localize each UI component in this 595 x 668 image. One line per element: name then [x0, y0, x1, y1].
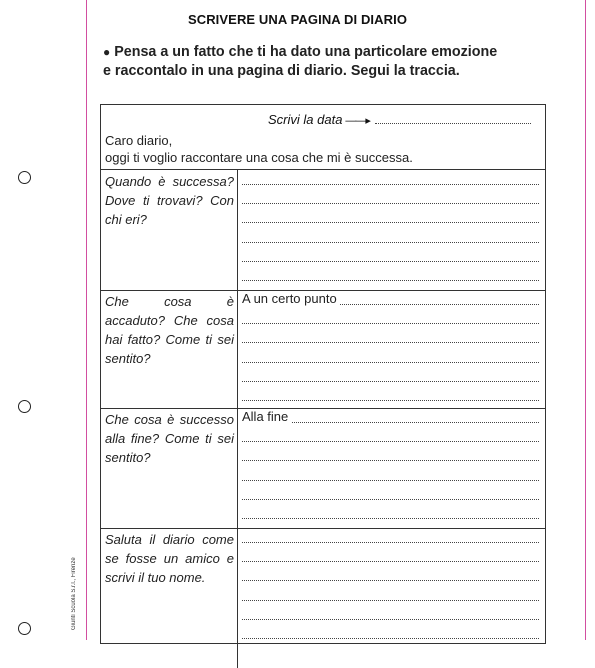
- punch-hole-icon: [18, 171, 31, 184]
- writing-line[interactable]: [242, 518, 539, 519]
- greeting: [105, 132, 413, 166]
- punch-hole-icon: [18, 400, 31, 413]
- writing-line[interactable]: [242, 580, 539, 581]
- bullet-dot-icon: ●: [103, 45, 111, 59]
- writing-line[interactable]: [242, 460, 539, 461]
- diary-section: [101, 408, 545, 529]
- publisher-credit: Giunti Scuola S.r.l., Firenze: [71, 557, 77, 630]
- diary-header: [101, 105, 545, 170]
- greeting-line-2: oggi ti voglio raccontare una cosa che mi è successa.: [105, 150, 413, 165]
- writing-line[interactable]: [242, 362, 539, 363]
- section-prompt-cell: [101, 290, 238, 408]
- sentence-starter: A un certo punto: [242, 291, 340, 306]
- date-label: Scrivi la data: [268, 112, 343, 127]
- sentence-starter: Alla fine: [242, 409, 291, 424]
- writing-line[interactable]: [242, 499, 539, 500]
- writing-line[interactable]: [242, 261, 539, 262]
- writing-line[interactable]: [242, 323, 539, 324]
- writing-line[interactable]: [242, 542, 539, 543]
- section-prompt-cell: [101, 528, 238, 668]
- date-field[interactable]: [375, 114, 531, 124]
- writing-area[interactable]: [239, 170, 545, 290]
- diary-section: [101, 290, 545, 409]
- date-row: [268, 112, 531, 127]
- punch-hole-icon: [18, 622, 31, 635]
- writing-line[interactable]: [242, 342, 539, 343]
- instruction-line-2: e raccontalo in una pagina di diario. Segui la traccia.: [103, 63, 460, 79]
- writing-area[interactable]: [239, 290, 545, 408]
- writing-line[interactable]: [242, 441, 539, 442]
- section-prompt-cell: [101, 408, 238, 528]
- diary-form: [100, 104, 546, 644]
- diary-section: [101, 170, 545, 291]
- page-title: SCRIVERE UNA PAGINA DI DIARIO: [187, 12, 408, 27]
- section-prompt: Che cosa è accaduto? Che cosa hai fatto? Come ti sei sentito?: [105, 294, 234, 366]
- writing-line[interactable]: [242, 561, 539, 562]
- writing-line[interactable]: [242, 480, 539, 481]
- arrow-right-icon: ——▸: [345, 115, 370, 127]
- writing-line[interactable]: [242, 600, 539, 601]
- writing-area[interactable]: [239, 528, 545, 668]
- writing-line[interactable]: [242, 400, 539, 401]
- writing-line[interactable]: [242, 381, 539, 382]
- section-prompt-cell: [101, 170, 238, 290]
- writing-line[interactable]: [242, 619, 539, 620]
- writing-line[interactable]: [242, 184, 539, 185]
- writing-area[interactable]: [239, 408, 545, 528]
- section-prompt: Che cosa è successo alla fine? Come ti sei sentito?: [105, 412, 234, 465]
- instruction-line-1: Pensa a un fatto che ti ha dato una particolare emozione: [114, 44, 498, 60]
- writing-line[interactable]: [242, 222, 539, 223]
- section-prompt: Quando è successa? Dove ti trovavi? Con chi eri?: [105, 174, 234, 227]
- section-prompt: Saluta il diario come se fosse un amico e scrivi il tuo nome.: [105, 532, 234, 585]
- greeting-line-1: Caro diario,: [105, 133, 173, 148]
- instruction-text: [103, 43, 543, 81]
- writing-line[interactable]: [242, 638, 539, 639]
- writing-line[interactable]: [242, 203, 539, 204]
- diary-section: [101, 528, 545, 668]
- writing-line[interactable]: [242, 280, 539, 281]
- writing-line[interactable]: [242, 242, 539, 243]
